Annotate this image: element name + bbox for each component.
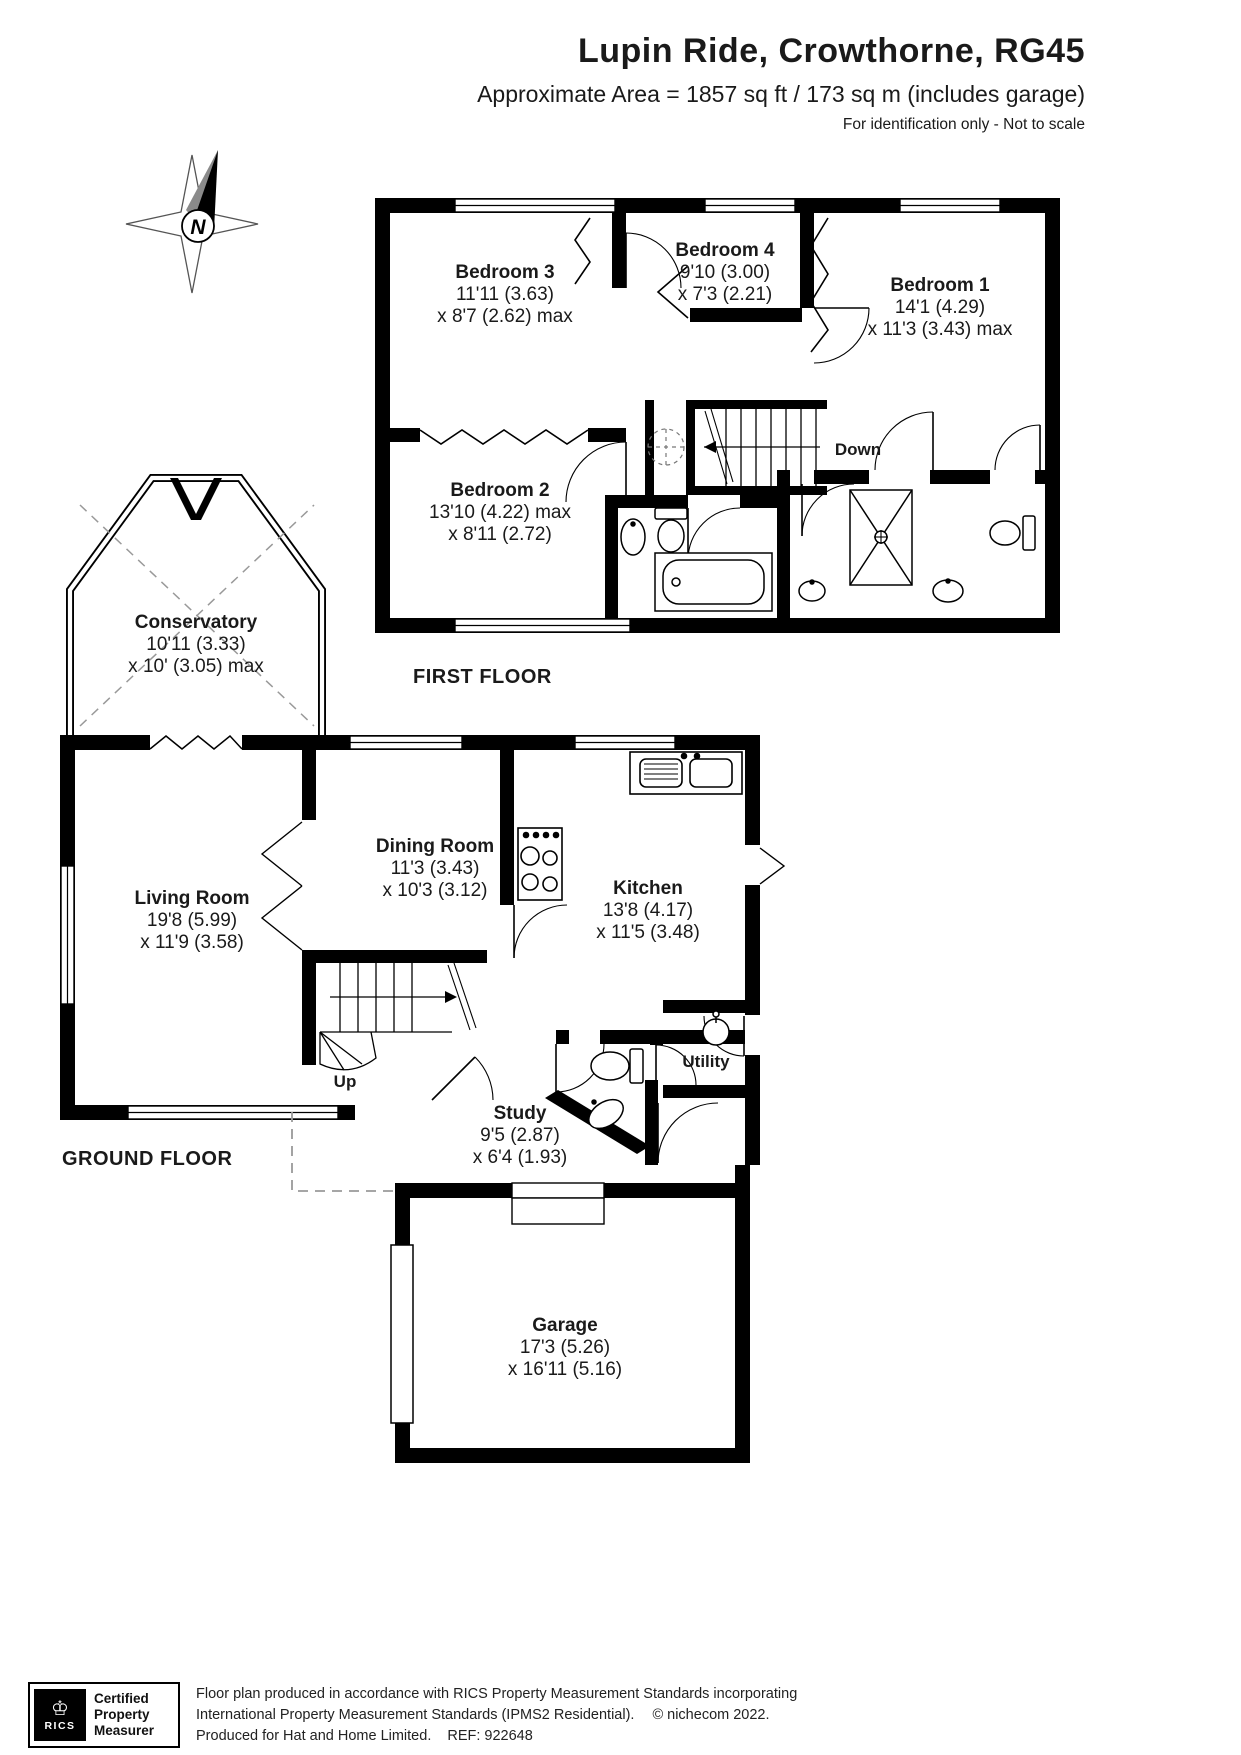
room-label-bedroom-4 — [675, 240, 774, 306]
rics-crest-icon: ♔ — [51, 1698, 69, 1720]
staircase-down-icon — [648, 409, 820, 486]
badge-line: Measurer — [94, 1723, 155, 1738]
rics-logo — [34, 1689, 86, 1741]
floor-caption-first: FIRST FLOOR — [413, 666, 552, 688]
toilet-cistern-icon — [1023, 516, 1035, 550]
room-dim: 11'11 (3.63) — [455, 284, 554, 305]
room-label-conservatory — [128, 612, 264, 678]
room-label-kitchen — [596, 878, 700, 944]
room-dim: 19'8 (5.99) — [146, 910, 238, 931]
scale-disclaimer: For identification only - Not to scale — [842, 116, 1085, 133]
porch-dashed-outline — [292, 1112, 395, 1191]
toilet-cistern-icon — [655, 508, 687, 519]
room-name: Living Room — [134, 888, 250, 909]
stair-direction-up: Up — [333, 1072, 357, 1091]
room-dim: x 10' (3.05) max — [128, 656, 264, 677]
area-subtitle: Approximate Area = 1857 sq ft / 173 sq m (includes garage) — [477, 81, 1085, 107]
room-dim: 9'10 (3.00) — [679, 262, 771, 283]
room-dim: 17'3 (5.26) — [519, 1337, 611, 1358]
room-label-bedroom-1 — [868, 275, 1013, 341]
footer-line-1: Floor plan produced in accordance with RICS Property Measurement Standards incorporating — [196, 1686, 798, 1702]
room-dim: x 8'7 (2.62) max — [437, 306, 573, 327]
footer-standards: International Property Measurement Standards (IPMS2 Residential). — [196, 1707, 635, 1723]
room-dim: 13'8 (4.17) — [602, 900, 694, 921]
room-dim: x 11'3 (3.43) max — [867, 319, 1013, 340]
garage-door-icon — [391, 1245, 413, 1448]
room-name: Bedroom 3 — [455, 262, 555, 283]
room-dim: x 6'4 (1.93) — [472, 1147, 568, 1168]
room-dim: 14'1 (4.29) — [894, 297, 986, 318]
floor-caption-ground: GROUND FLOOR — [62, 1148, 233, 1170]
footer-text — [196, 1684, 797, 1747]
room-dim: 10'11 (3.33) — [146, 634, 246, 655]
room-name: Bedroom 2 — [450, 480, 550, 501]
rics-badge — [28, 1682, 180, 1748]
room-name: Dining Room — [375, 836, 495, 857]
badge-line: Certified — [94, 1691, 149, 1706]
room-label-bedroom-2 — [429, 480, 571, 546]
toilet-cistern-icon — [630, 1049, 643, 1083]
footer-line-2 — [196, 1705, 797, 1726]
room-label-garage — [508, 1315, 622, 1381]
north-label: N — [190, 216, 206, 239]
footer-line-3 — [196, 1726, 797, 1747]
room-name: Kitchen — [613, 878, 683, 899]
room-label-utility: Utility — [682, 1052, 730, 1071]
bathroom-fixtures — [621, 490, 1035, 611]
room-dim: x 11'9 (3.58) — [140, 932, 244, 953]
badge-line: Property — [94, 1707, 150, 1722]
room-dim: 9'5 (2.87) — [480, 1125, 560, 1146]
room-dim: x 7'3 (2.21) — [677, 284, 773, 305]
compass-icon — [126, 150, 258, 293]
room-dim: 13'10 (4.22) max — [429, 502, 571, 523]
room-label-living-room — [134, 888, 249, 954]
produced-for: Produced for Hat and Home Limited. — [196, 1728, 432, 1744]
toilet-icon — [591, 1052, 629, 1080]
room-dim: x 11'5 (3.48) — [596, 922, 700, 943]
room-label-dining-room — [376, 836, 494, 902]
room-dim: x 16'11 (5.16) — [507, 1359, 623, 1380]
room-name: Bedroom 4 — [675, 240, 775, 261]
badge-text — [86, 1691, 154, 1739]
reference-number: REF: 922648 — [447, 1728, 533, 1744]
stair-direction-down: Down — [834, 440, 882, 459]
conservatory-walls — [70, 478, 322, 742]
header — [477, 30, 1085, 134]
room-name: Bedroom 1 — [890, 275, 990, 296]
toilet-icon — [658, 520, 684, 552]
rics-brand: RICS — [44, 1720, 76, 1732]
room-name: Garage — [532, 1315, 598, 1336]
room-label-study — [473, 1103, 567, 1169]
room-name: Conservatory — [134, 612, 258, 633]
staircase-up-icon — [320, 963, 476, 1070]
room-dim: x 10'3 (3.12) — [382, 880, 488, 901]
page-title: Lupin Ride, Crowthorne, RG45 — [577, 32, 1085, 70]
room-dim: 11'3 (3.43) — [390, 858, 480, 879]
room-label-bedroom-3 — [437, 262, 573, 328]
room-name: Study — [493, 1103, 547, 1124]
copyright: © nichecom 2022. — [652, 1707, 770, 1723]
room-dim: x 8'11 (2.72) — [448, 524, 552, 545]
toilet-icon — [990, 521, 1020, 545]
